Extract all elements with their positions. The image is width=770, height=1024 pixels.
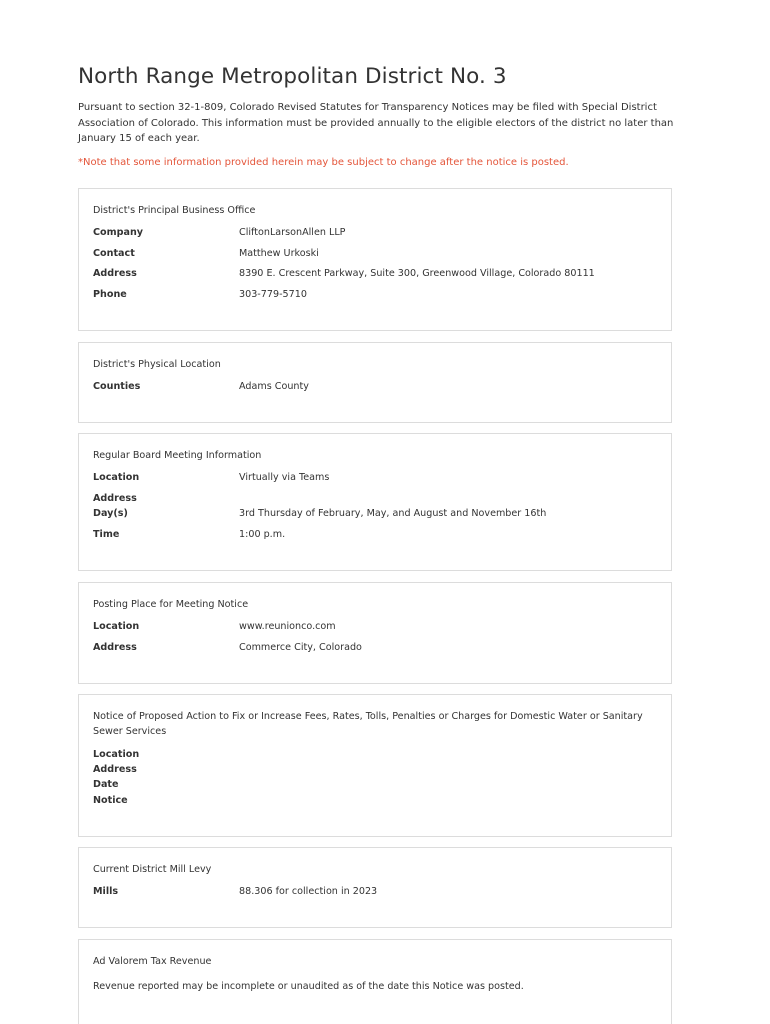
board-meeting-title: Regular Board Meeting Information	[93, 450, 262, 461]
meeting-address-label: Address	[93, 493, 137, 504]
company-row	[93, 225, 659, 241]
address-label: Address	[93, 268, 137, 279]
meeting-time-label: Time	[93, 529, 120, 540]
action-notice-label: Notice	[93, 795, 128, 806]
action-date-label: Date	[93, 779, 119, 790]
meeting-address-row	[93, 491, 659, 507]
posting-location-label: Location	[93, 621, 140, 632]
company-value: CliftonLarsonAllen LLP	[239, 227, 346, 238]
business-office-card	[78, 188, 672, 331]
mill-levy-card	[78, 847, 672, 928]
action-date-row	[93, 777, 659, 793]
counties-row	[93, 379, 659, 395]
meeting-location-row	[93, 470, 659, 486]
address-value: 8390 E. Crescent Parkway, Suite 300, Greenwood Village, Colorado 80111	[239, 268, 595, 279]
address-row	[93, 266, 659, 282]
counties-label: Counties	[93, 381, 141, 392]
posting-place-card	[78, 582, 672, 684]
contact-value: Matthew Urkoski	[239, 248, 319, 259]
action-notice-row	[93, 793, 659, 809]
tax-revenue-text: Revenue reported may be incomplete or unaudited as of the date this Notice was posted.	[93, 981, 524, 992]
board-meeting-card	[78, 433, 672, 571]
phone-row	[93, 287, 659, 303]
mill-levy-title: Current District Mill Levy	[93, 864, 212, 875]
business-office-title: District's Principal Business Office	[93, 205, 256, 216]
posting-place-title: Posting Place for Meeting Notice	[93, 599, 249, 610]
contact-row	[93, 246, 659, 262]
tax-revenue-card	[78, 939, 672, 1024]
meeting-time-row	[93, 527, 659, 543]
proposed-action-title: Notice of Proposed Action to Fix or Increase Fees, Rates, Tolls, Penalties or Charges for Domestic Water or Sanitary Sewer Services	[93, 711, 643, 737]
proposed-action-card	[78, 694, 672, 837]
action-address-row	[93, 762, 659, 778]
meeting-days-value: 3rd Thursday of February, May, and August and November 16th	[239, 508, 547, 519]
page-title: North Range Metropolitan District No. 3	[78, 64, 507, 89]
contact-label: Contact	[93, 248, 135, 259]
phone-value: 303-779-5710	[239, 289, 307, 300]
meeting-location-value: Virtually via Teams	[239, 472, 330, 483]
company-label: Company	[93, 227, 144, 238]
meeting-location-label: Location	[93, 472, 140, 483]
physical-location-card	[78, 342, 672, 423]
posting-address-value: Commerce City, Colorado	[239, 642, 362, 653]
action-address-label: Address	[93, 764, 137, 775]
phone-label: Phone	[93, 289, 127, 300]
posting-location-value: www.reunionco.com	[239, 621, 336, 632]
mills-row	[93, 884, 659, 900]
disclaimer-note: *Note that some information provided herein may be subject to change after the notice is posted.	[78, 157, 569, 168]
physical-location-title: District's Physical Location	[93, 359, 221, 370]
posting-address-label: Address	[93, 642, 137, 653]
meeting-time-value: 1:00 p.m.	[239, 529, 286, 540]
meeting-days-row	[93, 506, 659, 522]
posting-address-row	[93, 640, 659, 656]
intro-paragraph: Pursuant to section 32-1-809, Colorado Revised Statutes for Transparency Notices may be filed with Special District Association of Colorado. This information must be provided annually to the eligible electors of the district no later than January 15 of each year.	[78, 102, 674, 145]
meeting-days-label: Day(s)	[93, 508, 128, 519]
posting-location-row	[93, 619, 659, 635]
action-location-row	[93, 747, 659, 763]
tax-revenue-title: Ad Valorem Tax Revenue	[93, 956, 212, 967]
mills-label: Mills	[93, 886, 119, 897]
action-location-label: Location	[93, 749, 140, 760]
counties-value: Adams County	[239, 381, 309, 392]
mills-value: 88.306 for collection in 2023	[239, 886, 378, 897]
